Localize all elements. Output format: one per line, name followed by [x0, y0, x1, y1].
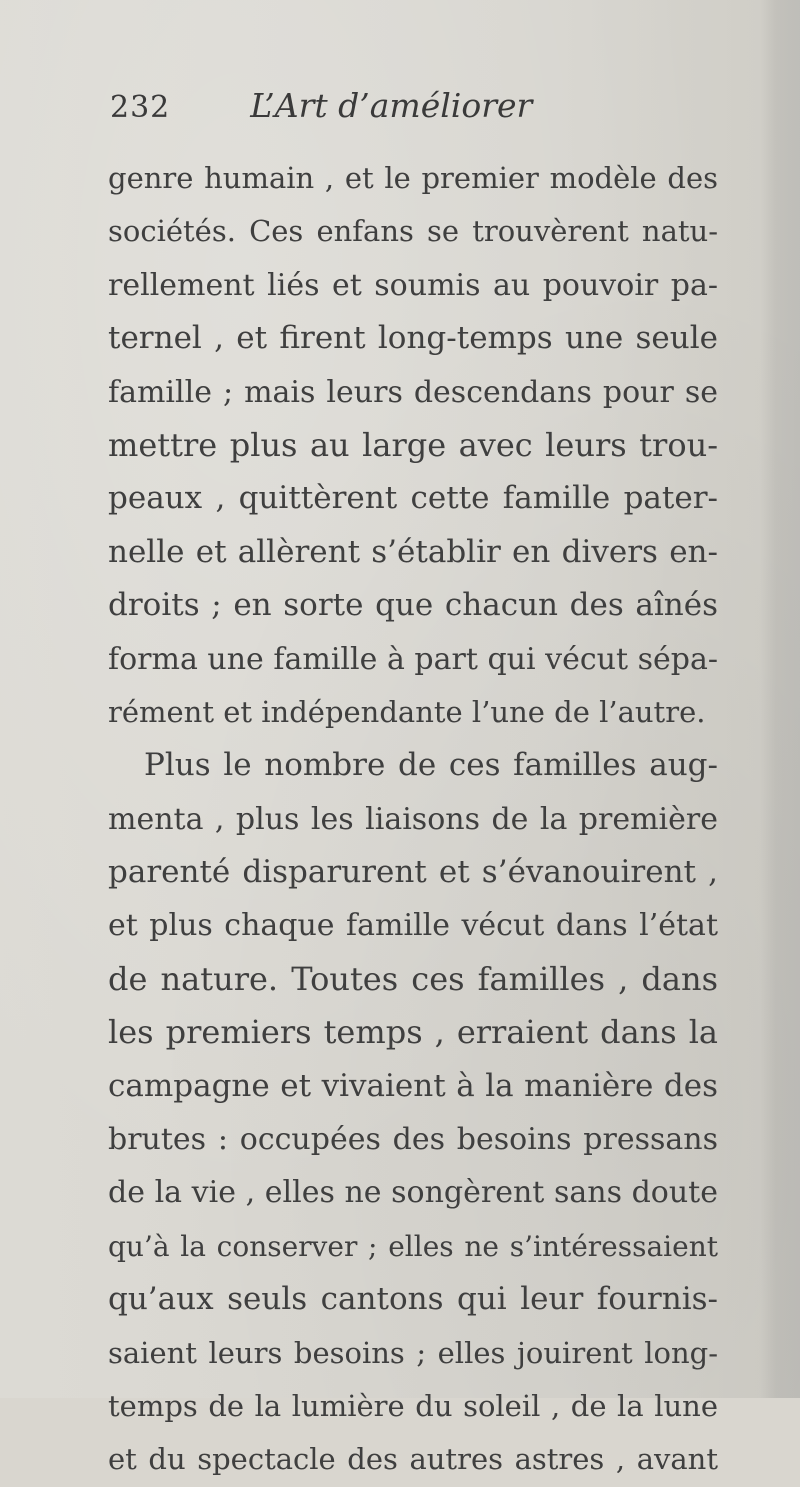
- text-line: mettre plus au large avec leurs trou-: [108, 425, 718, 464]
- text-line: campagne et vivaient à la manière des: [108, 1067, 718, 1104]
- text-line: ternel , et firent long-temps une seule: [108, 320, 718, 357]
- text-line: droits ; en sorte que chacun des aînés: [108, 587, 718, 624]
- text-line: menta , plus les liaisons de la première: [108, 801, 718, 837]
- text-line: nelle et allèrent s’établir en divers en-: [108, 533, 718, 570]
- running-title: L’Art d’améliorer: [250, 86, 533, 125]
- text-line: qu’à la conserver ; elles ne s’intéressaient: [108, 1229, 718, 1263]
- text-line: famille ; mais leurs descendans pour se: [108, 374, 718, 410]
- text-line: saient leurs besoins ; elles jouirent long-: [108, 1335, 718, 1370]
- page-number: 232: [110, 90, 171, 125]
- text-line: et plus chaque famille vécut dans l’état: [108, 908, 718, 944]
- text-line: Plus le nombre de ces familles aug-: [144, 747, 718, 784]
- text-line: genre humain , et le premier modèle des: [108, 161, 718, 195]
- text-line: rément et indépendante l’une de l’autre.: [108, 694, 706, 729]
- text-line: de la vie , elles ne songèrent sans doute: [108, 1175, 718, 1211]
- text-line: temps de la lumière du soleil , de la lune: [108, 1388, 718, 1423]
- text-line: et du spectacle des autres astres , avant: [108, 1442, 718, 1477]
- body-text: [108, 152, 718, 1487]
- text-line: qu’aux seuls cantons qui leur fournis-: [108, 1281, 718, 1318]
- text-line: rellement liés et soumis au pouvoir pa-: [108, 267, 718, 303]
- text-line: brutes : occupées des besoins pressans: [108, 1122, 718, 1158]
- page-edge-shadow: [760, 0, 800, 1398]
- text-line: sociétés. Ces enfans se trouvèrent natu-: [108, 214, 718, 249]
- text-line: parenté disparurent et s’évanouirent ,: [108, 854, 718, 891]
- text-line: peaux , quittèrent cette famille pater-: [108, 480, 718, 517]
- page-header: [110, 86, 532, 134]
- text-line: les premiers temps , erraient dans la: [108, 1013, 718, 1052]
- text-line: forma une famille à part qui vécut sépa-: [108, 641, 718, 677]
- text-line: de nature. Toutes ces familles , dans: [108, 959, 718, 998]
